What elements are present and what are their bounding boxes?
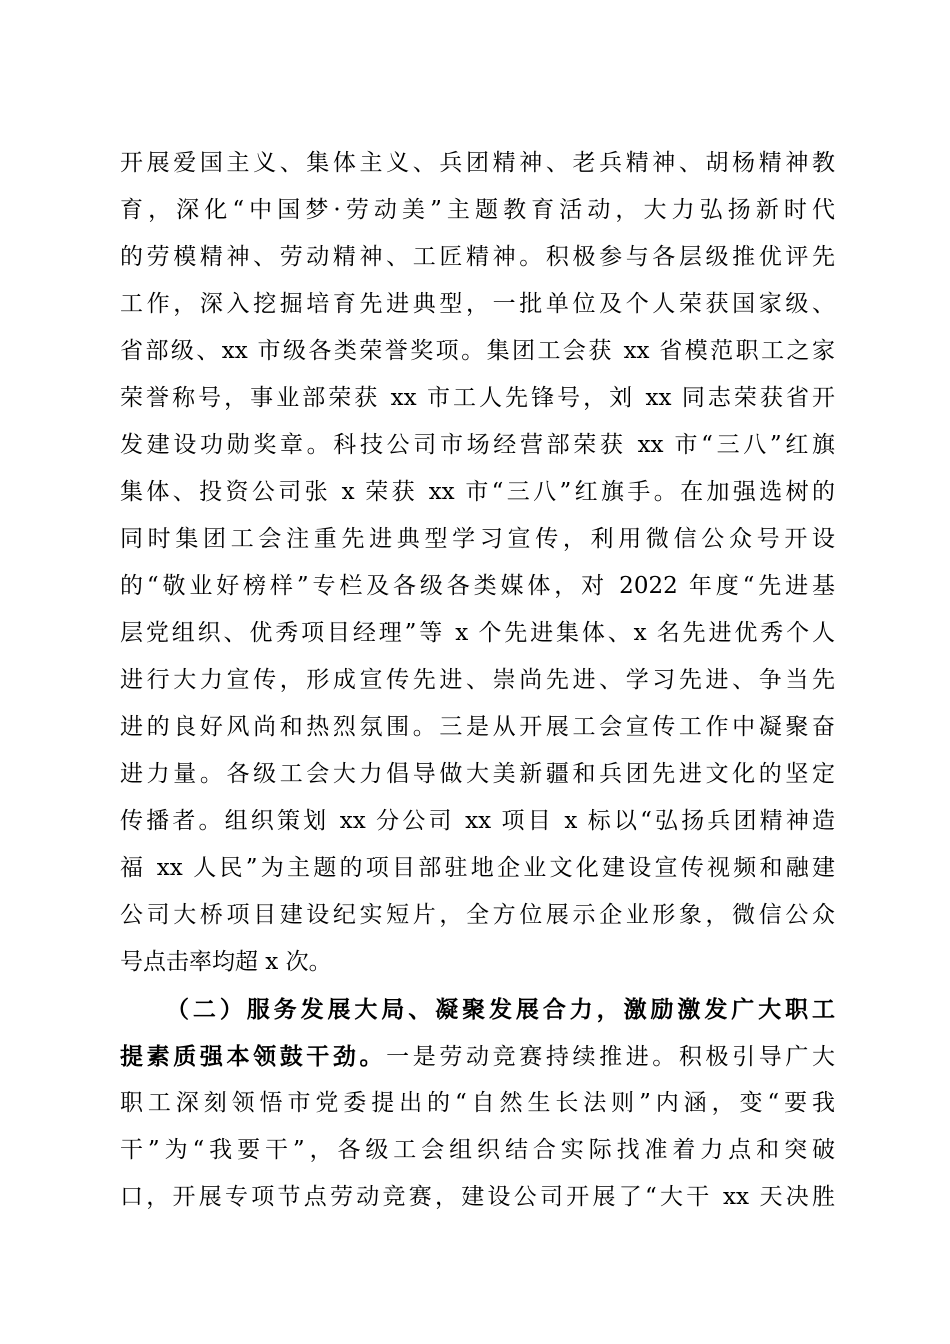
text-line: 层党组织、优秀项目经理”等 x 个先进集体、x 名先进优秀个人 <box>120 620 835 646</box>
text-line: 干”为“我要干”，各级工会组织结合实际找准着力点和突破 <box>120 1137 835 1163</box>
text-line: 省部级、xx 市级各类荣誉奖项。集团工会获 xx 省模范职工之家 <box>120 338 835 364</box>
text-line: 发建设功勋奖章。科技公司市场经营部荣获 xx 市“三八”红旗 <box>120 432 835 458</box>
text-line: 同时集团工会注重先进典型学习宣传，利用微信公众号开设 <box>120 526 835 552</box>
text-line: 荣誉称号，事业部荣获 xx 市工人先锋号，刘 xx 同志荣获省开 <box>120 385 835 411</box>
text-line: 集体、投资公司张 x 荣获 xx 市“三八”红旗手。在加强选树的 <box>120 479 835 505</box>
document-page <box>120 140 835 1221</box>
text-line: 口，开展专项节点劳动竞赛，建设公司开展了“大干 xx 天决胜 <box>120 1184 835 1210</box>
section-heading-tail: 提素质强本领鼓干劲。 <box>120 1043 387 1070</box>
text-line: 传播者。组织策划 xx 分公司 xx 项目 x 标以“弘扬兵团精神造 <box>120 808 835 834</box>
text-line: 进行大力宣传，形成宣传先进、崇尚先进、学习先进、争当先 <box>120 667 835 693</box>
text-segment: 一是劳动竞赛持续推进。积极引导广大 <box>386 1044 835 1070</box>
paragraph-2 <box>120 986 835 1221</box>
text-line: 的“敬业好榜样”专栏及各级各类媒体，对 2022 年度“先进基 <box>120 573 835 599</box>
text-line: 的劳模精神、劳动精神、工匠精神。积极参与各层级推优评先 <box>120 244 835 270</box>
section-heading-line: （二）服务发展大局、凝聚发展合力，激励激发广大职工 <box>166 996 835 1023</box>
text-line: 公司大桥项目建设纪实短片，全方位展示企业形象，微信公众 <box>120 902 835 928</box>
text-line: 进的良好风尚和热烈氛围。三是从开展工会宣传工作中凝聚奋 <box>120 714 835 740</box>
text-line: 职工深刻领悟市党委提出的“自然生长法则”内涵，变“要我 <box>120 1090 835 1116</box>
text-line: 号点击率均超 x 次。 <box>120 949 332 975</box>
text-line: 福 xx 人民”为主题的项目部驻地企业文化建设宣传视频和融建 <box>120 855 835 881</box>
text-line <box>120 1033 835 1080</box>
paragraph-1 <box>120 140 835 986</box>
text-line: 育，深化“中国梦·劳动美”主题教育活动，大力弘扬新时代 <box>120 197 835 223</box>
text-line: 进力量。各级工会大力倡导做大美新疆和兵团先进文化的坚定 <box>120 761 835 787</box>
text-line: 工作，深入挖掘培育先进典型，一批单位及个人荣获国家级、 <box>120 291 835 317</box>
text-line: 开展爱国主义、集体主义、兵团精神、老兵精神、胡杨精神教 <box>120 150 835 176</box>
